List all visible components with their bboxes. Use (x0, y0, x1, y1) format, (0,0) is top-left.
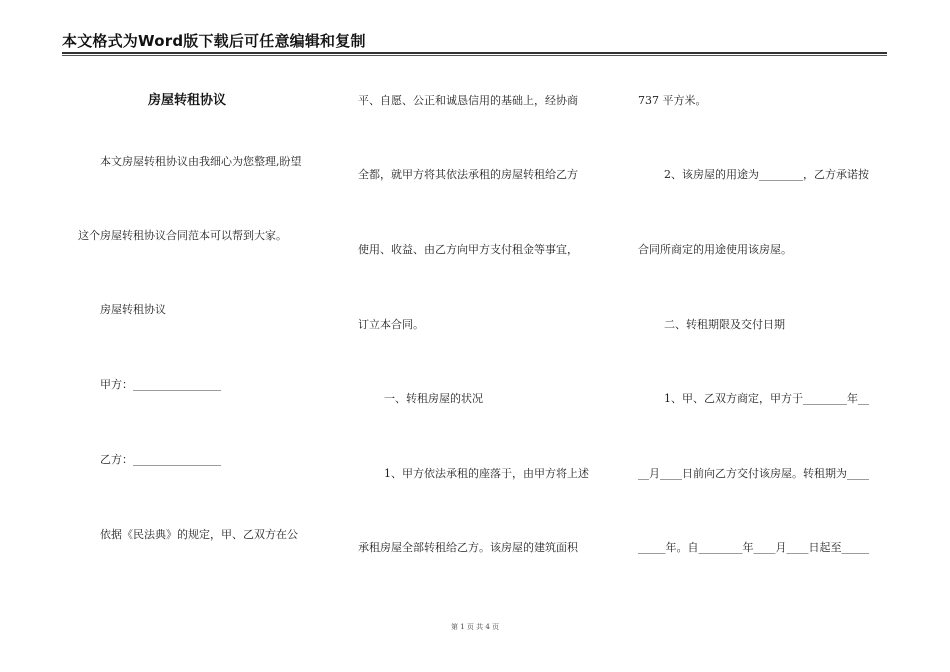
col3-line-2: 2、该房屋的用途为________，乙方承诺按 (664, 168, 869, 181)
legal-basis-line: 依据《民法典》的规定，甲、乙双方在公 (100, 528, 298, 541)
col3-line-5: 1、甲、乙双方商定，甲方于________年__ (664, 392, 869, 405)
document-header-title: 本文格式为Word版下载后可任意编辑和复制 (62, 32, 366, 50)
col3-line-3: 合同所商定的用途使用该房屋。 (638, 243, 792, 256)
party-b-line: 乙方：________________ (100, 453, 221, 466)
col2-line-2: 全都，就甲方将其依法承租的房屋转租给乙方 (358, 168, 578, 181)
header-divider-thick (62, 52, 887, 54)
col3-line-7: _____年。自________年____月____日起至_____ (638, 541, 869, 554)
col2-line-1: 平、自愿、公正和诚恳信用的基础上，经协商 (358, 94, 578, 107)
header-divider-thin (62, 55, 887, 56)
col3-line-1: 737 平方米。 (638, 94, 707, 107)
section-2-heading: 二、转租期限及交付日期 (664, 318, 785, 331)
col2-line-3: 使用、收益、由乙方向甲方支付租金等事宜， (358, 243, 578, 256)
intro-line-1: 本文房屋转租协议由我细心为您整理,盼望 (100, 155, 302, 168)
col2-line-7: 承租房屋全部转租给乙方。该房屋的建筑面积 (358, 541, 578, 554)
intro-line-2: 这个房屋转租协议合同范本可以帮到大家。 (78, 229, 287, 242)
page-number: 第 1 页 共 4 页 (450, 623, 500, 631)
col2-line-6: 1、甲方依法承租的座落于，由甲方将上述 (384, 467, 589, 480)
party-a-line: 甲方：________________ (100, 378, 221, 391)
agreement-subtitle: 房屋转租协议 (100, 303, 166, 316)
section-1-heading: 一、转租房屋的状况 (384, 392, 483, 405)
col3-line-6: __月____日前向乙方交付该房屋。转租期为____ (638, 467, 869, 480)
document-title: 房屋转租协议 (148, 93, 227, 108)
col2-line-4: 订立本合同。 (358, 318, 424, 331)
